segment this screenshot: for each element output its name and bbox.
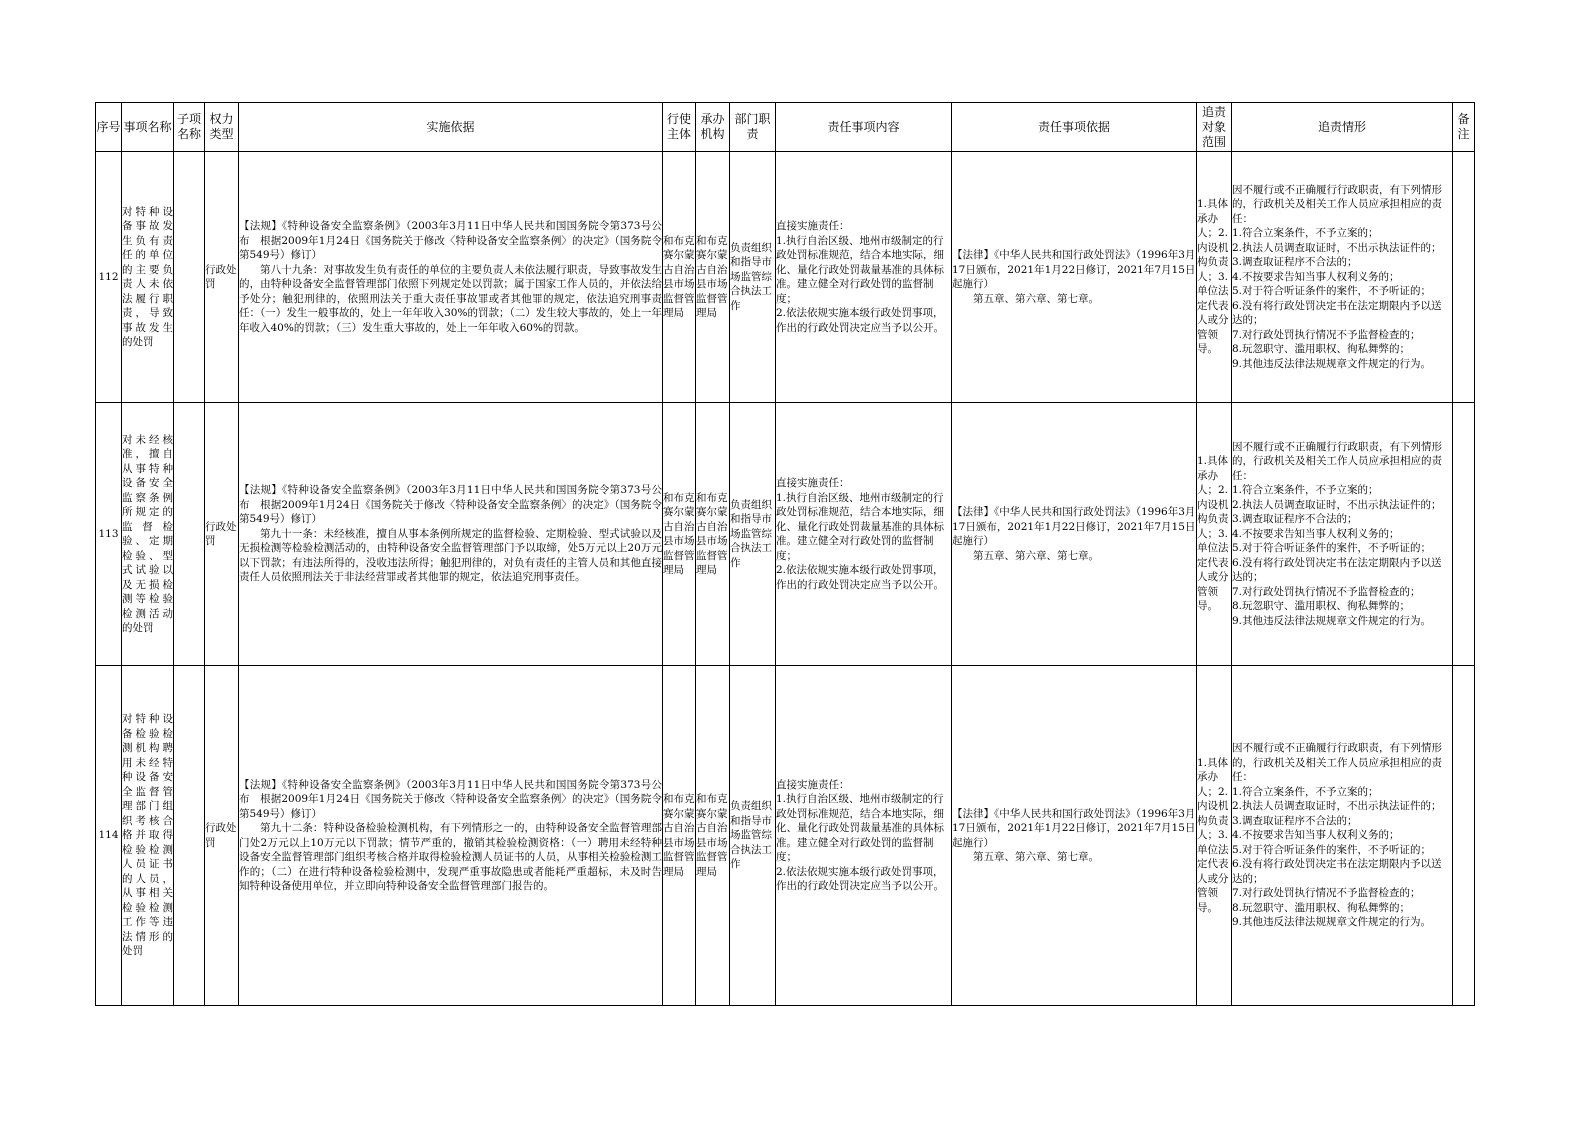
acc-case-line: 3.调查取证程序不合法的； bbox=[1232, 256, 1358, 269]
row-acc-scope: 1.具体承办人；2.内设机构负责人；3.单位法定代表人或分管领导。 bbox=[1197, 403, 1232, 666]
row-basis bbox=[239, 666, 663, 1006]
acc-case-line: 4.不按要求告知当事人权利义务的； bbox=[1232, 270, 1400, 283]
row-dept-duty: 负责组织和指导市场监管综合执法工作 bbox=[730, 666, 776, 1006]
resp-content-line: 2.依法依规实施本级行政处罚事项，作出的行政处罚决定应当予以公开。 bbox=[776, 564, 944, 591]
table-row bbox=[96, 666, 1475, 1006]
acc-case-line: 5.对于符合听证条件的案件，不予听证的； bbox=[1232, 285, 1432, 298]
acc-case-line: 7.对行政处罚执行情况不予监督检查的； bbox=[1232, 328, 1421, 341]
row-resp-basis bbox=[952, 403, 1197, 666]
acc-case-line: 3.调查取证程序不合法的； bbox=[1232, 814, 1358, 827]
resp-content-line: 1.执行自治区级、地州市级制定的行政处罚标准规范，结合本地实际，细化、量化行政处罚裁量基准的具体标准。建立健全对行政处罚的监督制度； bbox=[776, 793, 944, 863]
resp-content-line: 直接实施责任： bbox=[776, 778, 850, 791]
acc-case-line: 7.对行政处罚执行情况不予监督检查的； bbox=[1232, 585, 1421, 598]
row-sub-item bbox=[174, 152, 205, 403]
basis-regulation: 【法规】《特种设备安全监察条例》（2003年3月11日中华人民共和国国务院令第373号公布 根据2009年1月24日《国务院关于修改〈特种设备安全监察条例〉的决定》（国务院令第549号）修订） bbox=[239, 778, 662, 820]
row-resp-content bbox=[776, 666, 952, 1006]
acc-case-line: 5.对于符合听证条件的案件，不予听证的； bbox=[1232, 542, 1432, 555]
row-item-name: 对特种设备检验检测机构聘用未经特种设备安全监督管理部门组织考核合格并取得检验检测人员证书的人员，从事相关检验检测工作等违法情形的处罚 bbox=[122, 666, 174, 1006]
resp-content-line: 2.依法依规实施本级行政处罚事项，作出的行政处罚决定应当予以公开。 bbox=[776, 865, 944, 892]
resp-content-line: 直接实施责任： bbox=[776, 220, 850, 232]
header-sub-item: 子项名称 bbox=[174, 103, 205, 152]
resp-content-line: 1.执行自治区级、地州市级制定的行政处罚标准规范，结合本地实际，细化、量化行政处罚裁量基准的具体标准。建立健全对行政处罚的监督制度； bbox=[776, 491, 944, 562]
header-row bbox=[96, 103, 1475, 152]
row-remarks bbox=[1453, 403, 1475, 666]
resp-basis-law: 【法律】《中华人民共和国行政处罚法》（1996年3月17日颁布，2021年1月22日修订，2021年7月15日起施行） bbox=[952, 807, 1196, 849]
row-dept-duty: 负责组织和指导市场监管综合执法工作 bbox=[730, 152, 776, 403]
row-executor: 和布克赛尔蒙古自治县市场监督管理局 bbox=[663, 666, 696, 1006]
header-basis: 实施依据 bbox=[239, 103, 663, 152]
resp-basis-law: 【法律】《中华人民共和国行政处罚法》（1996年3月17日颁布，2021年1月22日修订，2021年7月15日起施行） bbox=[952, 249, 1196, 290]
basis-article: 第九十二条：特种设备检验检测机构，有下列情形之一的，由特种设备安全监督管理部门处2万元以上10万元以下罚款；情节严重的，撤销其检验检测资格：（一）聘用未经特种设备安全监督管理部门组织考核合格并取得检验检测人员证书的人员，从事相关检验检测工作的；（二）在进行特种设备检验检测中，发现严重事故隐患或者能耗严重超标，未及时告知特种设备使用单位，并立即向特种设备安全监督管理部门报告的。 bbox=[239, 822, 662, 892]
row-item-name: 对未经核准，擅自从事特种设备安全监察条例所规定的监督检验、定期检验、型式试验以及无损检测等检验检测活动的处罚 bbox=[122, 403, 174, 666]
acc-case-line: 8.玩忽职守、滥用职权、徇私舞弊的； bbox=[1232, 901, 1411, 914]
header-acc-cases: 追责情形 bbox=[1232, 103, 1453, 152]
acc-case-line: 4.不按要求告知当事人权利义务的； bbox=[1232, 527, 1400, 540]
acc-case-line: 8.玩忽职守、滥用职权、徇私舞弊的； bbox=[1232, 600, 1411, 613]
acc-case-line: 3.调查取证程序不合法的； bbox=[1232, 513, 1358, 526]
row-dept-duty: 负责组织和指导市场监管综合执法工作 bbox=[730, 403, 776, 666]
acc-case-line: 9.其他违反法律法规规章文件规定的行为。 bbox=[1232, 916, 1432, 929]
row-remarks bbox=[1453, 666, 1475, 1006]
header-handler: 承办机构 bbox=[696, 103, 730, 152]
acc-case-line: 1.符合立案条件，不予立案的； bbox=[1232, 484, 1379, 497]
row-handler: 和布克赛尔蒙古自治县市场监督管理局 bbox=[696, 403, 730, 666]
acc-case-line: 2.执法人员调查取证时，不出示执法证件的； bbox=[1232, 498, 1442, 511]
row-remarks bbox=[1453, 152, 1475, 403]
row-acc-scope: 1.具体承办人；2.内设机构负责人；3.单位法定代表人或分管领导。 bbox=[1197, 152, 1232, 403]
header-resp-basis: 责任事项依据 bbox=[952, 103, 1197, 152]
row-handler: 和布克赛尔蒙古自治县市场监督管理局 bbox=[696, 152, 730, 403]
row-power-type: 行政处罚 bbox=[205, 403, 239, 666]
header-acc-scope: 追责对象范围 bbox=[1197, 103, 1232, 152]
acc-case-line: 9.其他违反法律法规规章文件规定的行为。 bbox=[1232, 614, 1432, 627]
row-executor: 和布克赛尔蒙古自治县市场监督管理局 bbox=[663, 403, 696, 666]
row-acc-cases bbox=[1232, 403, 1453, 666]
acc-case-line: 1.符合立案条件，不予立案的； bbox=[1232, 785, 1379, 798]
row-sub-item bbox=[174, 403, 205, 666]
resp-basis-chapters: 第五章、第六章、第七章。 bbox=[973, 292, 1099, 305]
row-seq: 113 bbox=[96, 403, 122, 666]
row-power-type: 行政处罚 bbox=[205, 152, 239, 403]
acc-case-line: 7.对行政处罚执行情况不予监督检查的； bbox=[1232, 887, 1421, 900]
row-sub-item bbox=[174, 666, 205, 1006]
resp-basis-law: 【法律】《中华人民共和国行政处罚法》（1996年3月17日颁布，2021年1月22日修订，2021年7月15日起施行） bbox=[952, 506, 1196, 547]
acc-case-line: 4.不按要求告知当事人权利义务的； bbox=[1232, 829, 1400, 842]
row-power-type: 行政处罚 bbox=[205, 666, 239, 1006]
header-power-type: 权力类型 bbox=[205, 103, 239, 152]
row-basis bbox=[239, 403, 663, 666]
resp-basis-chapters: 第五章、第六章、第七章。 bbox=[973, 851, 1099, 863]
resp-content-line: 直接实施责任： bbox=[776, 477, 850, 489]
row-handler: 和布克赛尔蒙古自治县市场监督管理局 bbox=[696, 666, 730, 1006]
row-executor: 和布克赛尔蒙古自治县市场监督管理局 bbox=[663, 152, 696, 403]
header-resp-content: 责任事项内容 bbox=[776, 103, 952, 152]
header-executor: 行使主体 bbox=[663, 103, 696, 152]
acc-case-line: 6.没有将行政处罚决定书在法定期限内予以送达的； bbox=[1232, 858, 1442, 885]
acc-case-line: 2.执法人员调查取证时，不出示执法证件的； bbox=[1232, 241, 1442, 254]
acc-case-line: 6.没有将行政处罚决定书在法定期限内予以送达的； bbox=[1232, 556, 1442, 584]
basis-regulation: 【法规】《特种设备安全监察条例》（2003年3月11日中华人民共和国国务院令第373号公布 根据2009年1月24日《国务院关于修改〈特种设备安全监察条例〉的决定》（国务院令第549号）修订） bbox=[239, 220, 662, 261]
row-seq: 114 bbox=[96, 666, 122, 1006]
row-resp-content bbox=[776, 152, 952, 403]
acc-case-line: 9.其他违反法律法规规章文件规定的行为。 bbox=[1232, 357, 1432, 370]
row-resp-basis bbox=[952, 666, 1197, 1006]
acc-case-line: 2.执法人员调查取证时，不出示执法证件的； bbox=[1232, 800, 1442, 813]
table-row bbox=[96, 403, 1475, 666]
resp-content-line: 1.执行自治区级、地州市级制定的行政处罚标准规范，结合本地实际，细化、量化行政处罚裁量基准的具体标准。建立健全对行政处罚的监督制度； bbox=[776, 234, 944, 305]
resp-basis-chapters: 第五章、第六章、第七章。 bbox=[973, 549, 1099, 562]
row-item-name: 对特种设备事故发生负有责任的单位的主要负责人未依法履行职责，导致事故发生的处罚 bbox=[122, 152, 174, 403]
header-remarks: 备注 bbox=[1453, 103, 1475, 152]
header-seq: 序号 bbox=[96, 103, 122, 152]
acc-case-line: 1.符合立案条件，不予立案的； bbox=[1232, 227, 1379, 240]
acc-case-line: 8.玩忽职守、滥用职权、徇私舞弊的； bbox=[1232, 343, 1411, 356]
row-acc-cases bbox=[1232, 152, 1453, 403]
row-acc-cases bbox=[1232, 666, 1453, 1006]
row-seq: 112 bbox=[96, 152, 122, 403]
row-resp-basis bbox=[952, 152, 1197, 403]
table-row bbox=[96, 152, 1475, 403]
row-basis bbox=[239, 152, 663, 403]
header-item-name: 事项名称 bbox=[122, 103, 174, 152]
acc-case-line: 6.没有将行政处罚决定书在法定期限内予以送达的； bbox=[1232, 299, 1442, 327]
acc-case-line: 5.对于符合听证条件的案件，不予听证的； bbox=[1232, 843, 1432, 856]
power-list-table bbox=[95, 102, 1475, 1006]
resp-content-line: 2.依法依规实施本级行政处罚事项，作出的行政处罚决定应当予以公开。 bbox=[776, 307, 944, 334]
acc-case-line: 因不履行或不正确履行行政职责，有下列情形的，行政机关及相关工作人员应承担相应的责任： bbox=[1232, 742, 1442, 784]
basis-article: 第九十一条：未经核准，擅自从事本条例所规定的监督检验、定期检验、型式试验以及无损检测等检验检测活动的，由特种设备安全监督管理部门予以取缔，处5万元以上20万元以下罚款；有违法所得的，没收违法所得；触犯刑律的，对负有责任的主管人员和其他直接责任人员依照刑法关于非法经营罪或者其他罪的规定，依法追究刑事责任。 bbox=[239, 527, 662, 584]
acc-case-line: 因不履行或不正确履行行政职责，有下列情形的，行政机关及相关工作人员应承担相应的责任： bbox=[1232, 440, 1442, 482]
acc-case-line: 因不履行或不正确履行行政职责，有下列情形的，行政机关及相关工作人员应承担相应的责任： bbox=[1232, 183, 1442, 225]
row-acc-scope: 1.具体承办人；2.内设机构负责人；3.单位法定代表人或分管领导。 bbox=[1197, 666, 1232, 1006]
basis-article: 第八十九条：对事故发生负有责任的单位的主要负责人未依法履行职责，导致事故发生的，由特种设备安全监督管理部门依照下列规定处以罚款；属于国家工作人员的，并依法给予处分；触犯刑律的，依照刑法关于重大责任事故罪或者其他罪的规定，依法追究刑事责任：（一）发生一般事故的，处上一年年收入30%的罚款；（二）发生较大事故的，处上一年年收入40%的罚款；（三）发生重大事故的，处上一年年收入60%的罚款。 bbox=[239, 263, 662, 334]
basis-regulation: 【法规】《特种设备安全监察条例》（2003年3月11日中华人民共和国国务院令第373号公布 根据2009年1月24日《国务院关于修改〈特种设备安全监察条例〉的决定》（国务院令第549号）修订） bbox=[239, 484, 662, 526]
header-dept-duty: 部门职责 bbox=[730, 103, 776, 152]
row-resp-content bbox=[776, 403, 952, 666]
